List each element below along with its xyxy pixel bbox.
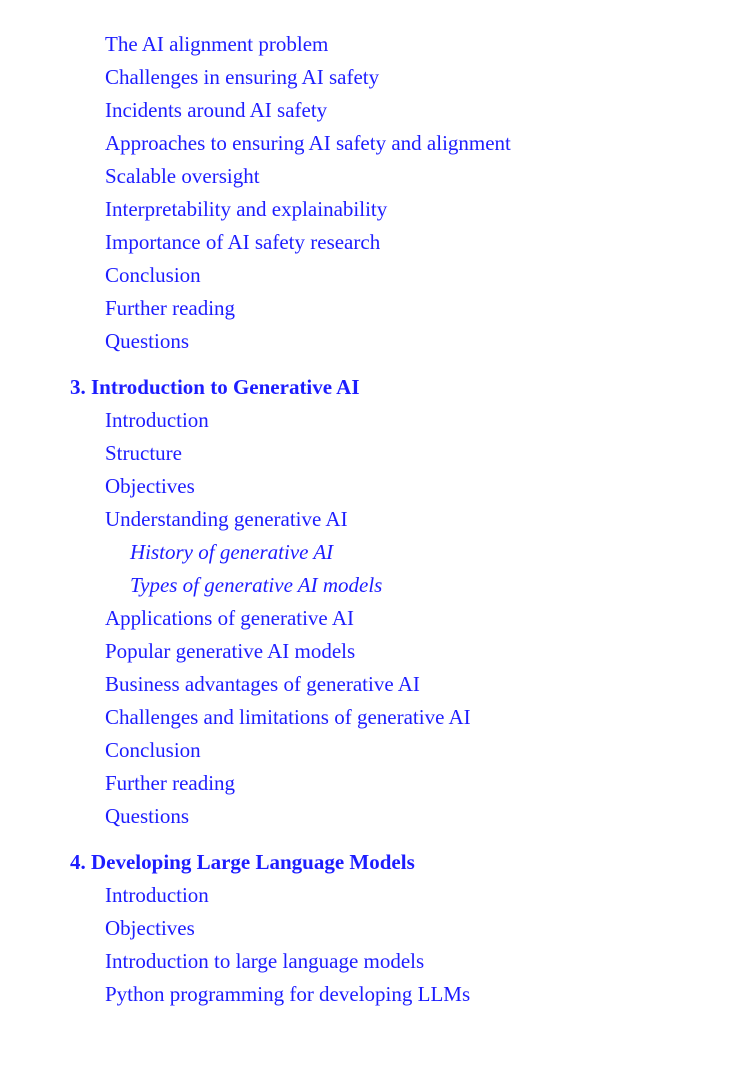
- toc-sublink[interactable]: History of generative AI: [130, 540, 334, 564]
- toc-link[interactable]: Further reading: [105, 296, 236, 320]
- toc-link[interactable]: Objectives: [105, 916, 195, 940]
- toc-link[interactable]: Understanding generative AI: [105, 507, 348, 531]
- toc-link[interactable]: Conclusion: [105, 738, 201, 762]
- toc-link[interactable]: Incidents around AI safety: [105, 98, 328, 122]
- toc-link[interactable]: The AI alignment problem: [105, 32, 329, 56]
- toc-link[interactable]: Structure: [105, 441, 182, 465]
- table-of-contents: [0, 28, 740, 1011]
- toc-link[interactable]: Questions: [105, 804, 189, 828]
- chapter-3-link[interactable]: 3. Introduction to Generative AI: [70, 375, 360, 399]
- toc-link[interactable]: Introduction: [105, 408, 209, 432]
- toc-link[interactable]: Challenges and limitations of generative AI: [105, 705, 471, 729]
- toc-link[interactable]: Objectives: [105, 474, 195, 498]
- toc-link[interactable]: Popular generative AI models: [105, 639, 356, 663]
- toc-link[interactable]: Approaches to ensuring AI safety and alignment: [105, 131, 511, 155]
- toc-link[interactable]: Business advantages of generative AI: [105, 672, 420, 696]
- toc-link[interactable]: Scalable oversight: [105, 164, 260, 188]
- toc-link[interactable]: Introduction: [105, 883, 209, 907]
- toc-link[interactable]: Introduction to large language models: [105, 949, 425, 973]
- toc-sublink[interactable]: Types of generative AI models: [130, 573, 383, 597]
- toc-link[interactable]: Python programming for developing LLMs: [105, 982, 471, 1006]
- toc-link[interactable]: Challenges in ensuring AI safety: [105, 65, 380, 89]
- toc-link[interactable]: Further reading: [105, 771, 236, 795]
- toc-link[interactable]: Importance of AI safety research: [105, 230, 381, 254]
- toc-link[interactable]: Applications of generative AI: [105, 606, 355, 630]
- toc-link[interactable]: Questions: [105, 329, 189, 353]
- toc-link[interactable]: Interpretability and explainability: [105, 197, 388, 221]
- toc-link[interactable]: Conclusion: [105, 263, 201, 287]
- chapter-4-link[interactable]: 4. Developing Large Language Models: [70, 850, 415, 874]
